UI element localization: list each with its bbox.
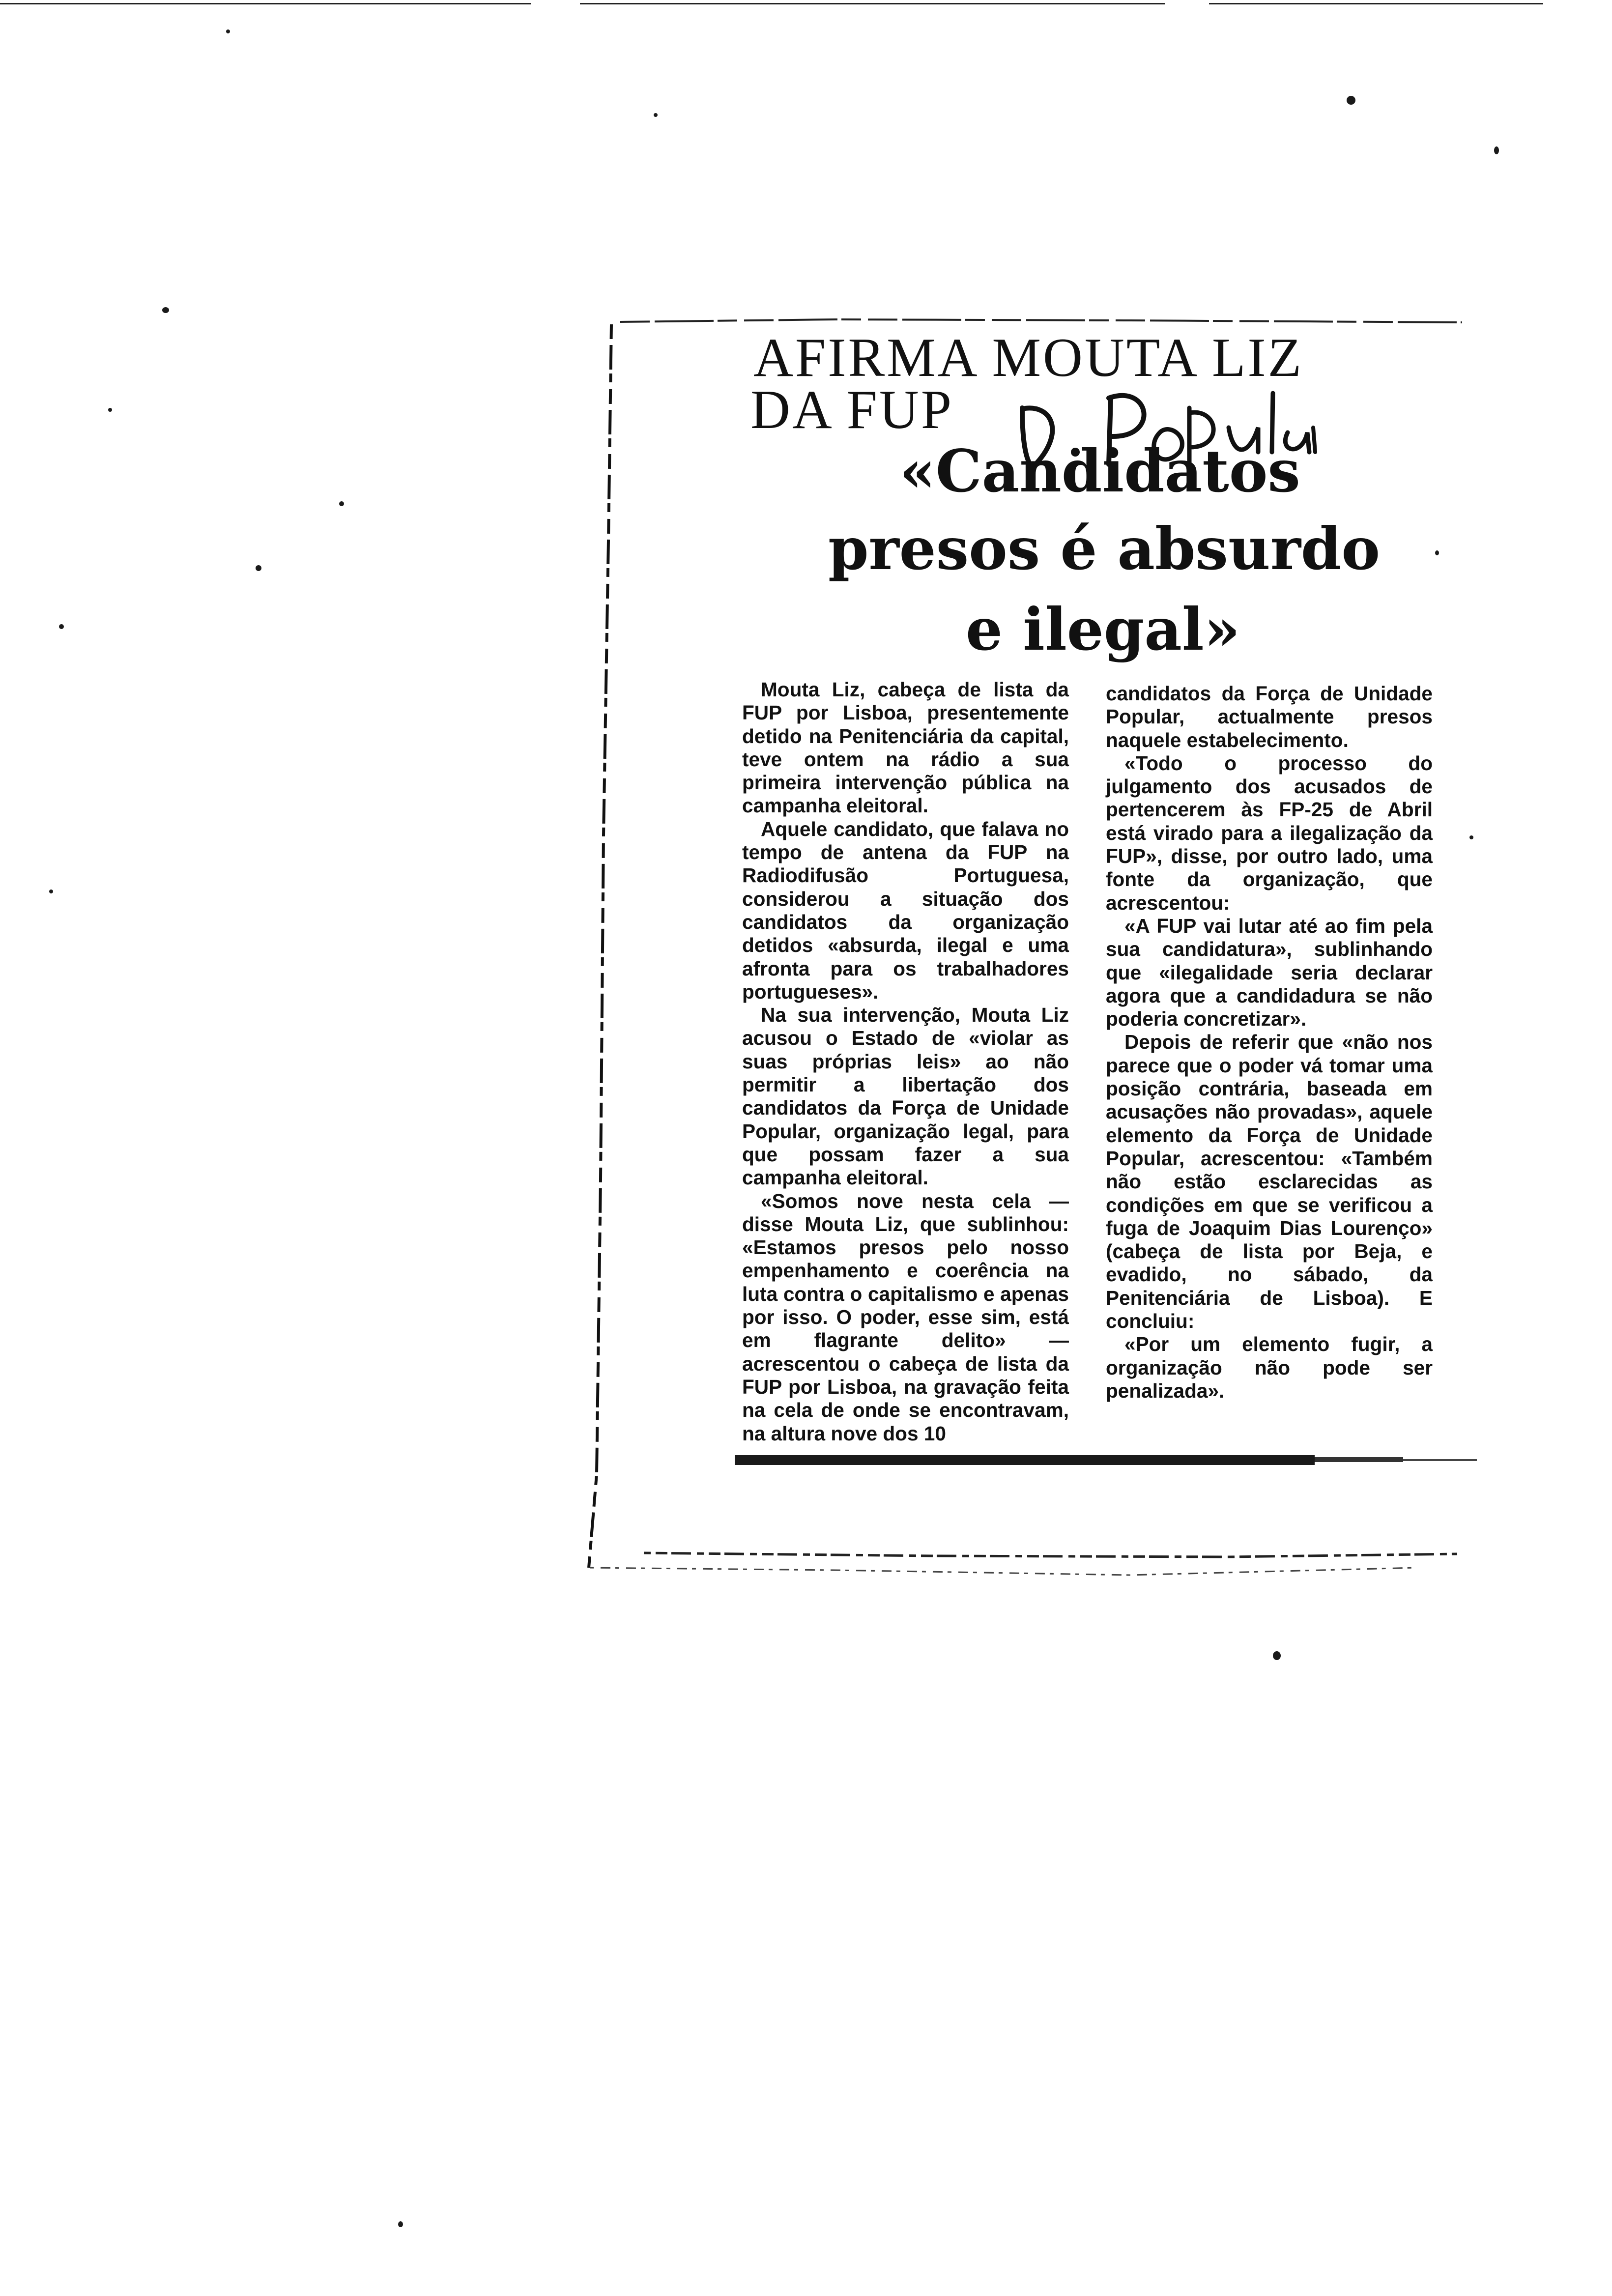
- article-paragraph: candidatos da Força de Unidade Popular, actualmente presos naquele estabelecimento.: [1106, 682, 1433, 751]
- headline-line-3: e ilegal»: [966, 595, 1240, 663]
- article-column-left: [742, 678, 1069, 1445]
- scan-speck: [1494, 146, 1499, 154]
- scan-speck: [1273, 1651, 1281, 1660]
- article-paragraph: Mouta Liz, cabeça de lista da FUP por Lisboa, presentemente detido na Penitenciária da capital, teve ontem na rádio a sua primeira intervenção pública na campanha eleitoral.: [742, 678, 1069, 817]
- scan-speck: [398, 2221, 403, 2227]
- scan-speck: [256, 565, 261, 571]
- scan-speck: [162, 307, 169, 313]
- article-paragraph: Aquele candidato, que falava no tempo de antena da FUP na Radiodifusão Portuguesa, considerou a situação dos candidatos da organização detidos «absurda, ilegal e uma afronta para os trabalhadores portugueses».: [742, 817, 1069, 1003]
- article-paragraph: «Somos nove nesta cela — disse Mouta Liz, que sublinhou: «Estamos presos pelo nosso empenhamento e coerência na luta contra o capitalismo e apenas por isso. O poder, esse sim, está em flagrante delito» — acrescentou o cabeça de lista da FUP por Lisboa, na gravação feita na cela de onde se encontravam, na altura nove dos 10: [742, 1189, 1069, 1445]
- scan-speck: [108, 408, 112, 412]
- scan-speck: [1435, 550, 1439, 555]
- scan-speck: [226, 29, 230, 33]
- scan-speck: [49, 890, 53, 893]
- headline-line-2: presos é absurdo: [828, 515, 1381, 583]
- scan-edge-line: [0, 3, 531, 4]
- scan-speck: [654, 113, 658, 117]
- kicker-line-2: DA FUP: [750, 379, 954, 440]
- article-paragraph: «Por um elemento fugir, a organização não pode ser penalizada».: [1106, 1333, 1433, 1402]
- scan-speck: [59, 624, 64, 629]
- scan-speck: [1347, 96, 1355, 105]
- headline-line-1: «Candidatos: [899, 437, 1300, 505]
- scan-speck: [339, 501, 344, 506]
- article-bottom-rule: [735, 1452, 1482, 1472]
- article-paragraph: «A FUP vai lutar até ao fim pela sua candidatura», sublinhando que «ilegalidade seria declarar agora que a candidadura se não poderia concretizar».: [1106, 914, 1433, 1031]
- article-paragraph: «Todo o processo do julgamento dos acusados de pertencerem às FP-25 de Abril está virado para a ilegalização da FUP», disse, por outro lado, uma fonte da organização, que acrescentou:: [1106, 751, 1433, 914]
- scan-edge-line: [1209, 3, 1543, 4]
- kicker-line-1: AFIRMA MOUTA LIZ: [753, 327, 1304, 388]
- scan-speck: [1469, 835, 1473, 839]
- article-paragraph: Na sua intervenção, Mouta Liz acusou o Estado de «violar as suas próprias leis» ao não permitir a libertação dos candidatos da Força de Unidade Popular, organização legal, para que possam fazer a sua campanha eleitoral.: [742, 1004, 1069, 1189]
- article-column-right: [1106, 682, 1433, 1403]
- scan-edge-line: [580, 3, 1165, 4]
- article-paragraph: Depois de referir que «não nos parece que o poder vá tomar uma posição contrária, baseada em acusações não provadas», aquele elemento da Força de Unidade Popular, acrescentou: «Também não estão esclarecidas as condições em que se verificou a fuga de Joaquim Dias Lourenço» (cabeça de lista por Beja, e evadido, no sábado, da Penitenciária de Lisboa). E concluiu:: [1106, 1031, 1433, 1333]
